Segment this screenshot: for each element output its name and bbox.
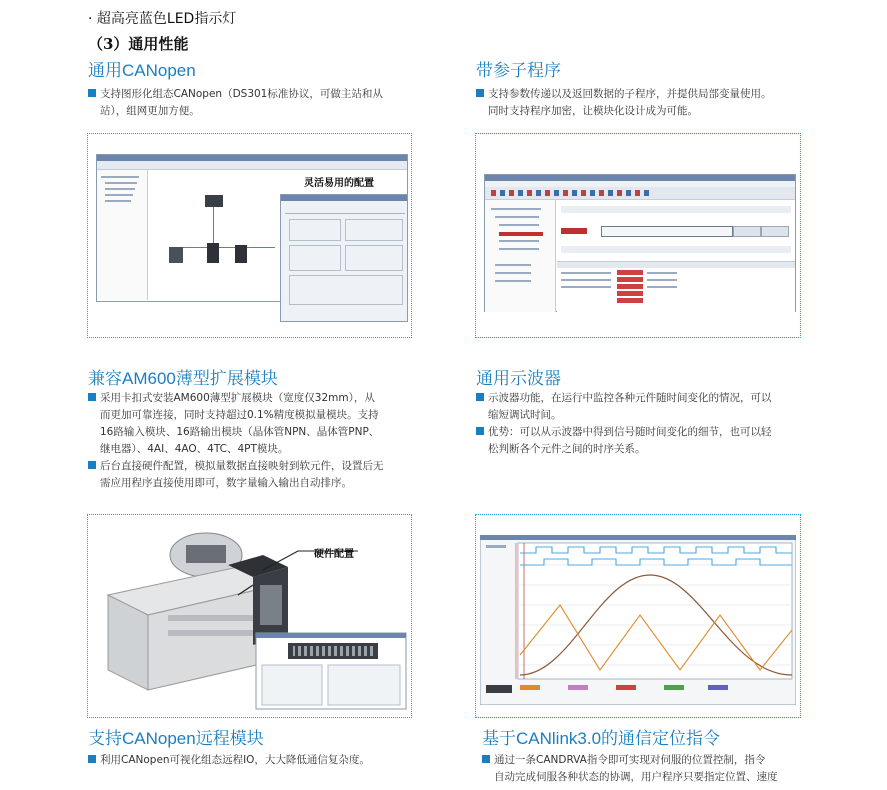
canlink-text-line1: 通过一条CANDRVA指令即可实现对伺服的位置控制，指令 xyxy=(494,754,766,766)
heading-subroutine: 带参子程序 xyxy=(476,61,561,80)
am600-text-line4: 继电器）、4AI、4AO、4TC、4PT模块。 xyxy=(100,443,289,455)
am600-text-line5: 后台直接硬件配置，模拟量数据直接映射到软元件，设置后无 xyxy=(100,460,384,472)
blue-square-icon xyxy=(88,89,96,97)
oscilloscope-window xyxy=(480,535,796,705)
subroutine-description xyxy=(476,86,816,120)
am600-text-line6: 需应用程序直接使用即可，数字量输入输出自动排序。 xyxy=(100,477,352,489)
am600-text-line2: 而更加可靠连接，同时支持超过0.1%精度模拟量模块。支持 xyxy=(100,409,379,421)
canopen-remote-description xyxy=(88,752,428,769)
blue-square-icon xyxy=(482,755,490,763)
canlink-description xyxy=(482,752,822,786)
window-toolbar xyxy=(97,161,407,170)
blue-square-icon xyxy=(476,89,484,97)
am600-text-line1: 采用卡扣式安装AM600薄型扩展模块（宽度仅32mm），从 xyxy=(100,392,375,404)
oscilloscope-text-line4: 松判断各个元件之间的时序关系。 xyxy=(488,443,646,455)
canopen-remote-text: 利用CANopen可视化组态远程IO，大大降低通信复杂度。 xyxy=(100,754,370,766)
drive-device-icon xyxy=(169,247,183,263)
am600-text-line3: 16路输入模块、16路输出模块（晶体管NPN、晶体管PNP、 xyxy=(100,426,380,438)
am600-description xyxy=(88,390,428,492)
blue-square-icon xyxy=(88,461,96,469)
heading-canopen-remote: 支持CANopen远程模块 xyxy=(88,729,264,748)
variable-table xyxy=(557,261,795,312)
heading-canopen: 通用CANopen xyxy=(88,61,196,80)
canlink-text-line2: 自动完成伺服各种状态的协调，用户程序只要指定位置、速度 xyxy=(494,771,778,783)
subroutine-text-line1: 支持参数传递以及返回数据的子程序，并提供局部变量使用。 xyxy=(488,88,772,100)
oscilloscope-text-line3: 优势：可以从示波器中得到信号随时间变化的细节，也可以轻 xyxy=(488,426,772,438)
canopen-text-line1: 支持图形化组态CANopen（DS301标准协议，可做主站和从 xyxy=(100,88,383,100)
project-tree xyxy=(485,200,556,312)
ladder-editor-window xyxy=(484,174,796,312)
subroutine-screenshot-panel xyxy=(475,133,801,338)
feature-bullet: · 超高亮蓝色LED指示灯 xyxy=(88,11,237,27)
canopen-screenshot-panel xyxy=(87,133,412,338)
blue-square-icon xyxy=(476,393,484,401)
blue-square-icon xyxy=(88,393,96,401)
subroutine-text-line2: 同时支持程序加密，让模块化设计成为可能。 xyxy=(488,105,698,117)
blue-square-icon xyxy=(88,755,96,763)
config-dialog xyxy=(280,194,408,322)
editor-toolbar xyxy=(485,187,795,200)
plc-hardware-illustration xyxy=(88,515,411,717)
callout-flexible-config: 灵活易用的配置 xyxy=(304,178,374,189)
callout-hardware-config: 硬件配置 xyxy=(314,549,354,560)
hardware-config-panel xyxy=(87,514,412,718)
oscilloscope-panel xyxy=(475,514,801,718)
ladder-area xyxy=(557,202,795,258)
heading-canlink: 基于CANlink3.0的通信定位指令 xyxy=(482,729,721,748)
oscilloscope-text-line2: 缩短调试时间。 xyxy=(488,409,562,421)
plc-device-icon xyxy=(205,195,223,207)
blue-square-icon xyxy=(476,427,484,435)
heading-oscilloscope: 通用示波器 xyxy=(476,369,561,388)
canopen-text-line2: 站），组网更加方便。 xyxy=(100,105,200,117)
canopen-description xyxy=(88,86,418,120)
project-tree xyxy=(97,170,148,300)
inverter-device-icon xyxy=(235,245,247,263)
servo-device-icon xyxy=(207,243,219,263)
oscilloscope-text-line1: 示波器功能，在运行中监控各种元件随时间变化的情况，可以 xyxy=(488,392,772,404)
section-heading: （3）通用性能 xyxy=(88,35,189,53)
oscilloscope-description xyxy=(476,390,816,458)
heading-am600: 兼容AM600薄型扩展模块 xyxy=(88,369,278,388)
